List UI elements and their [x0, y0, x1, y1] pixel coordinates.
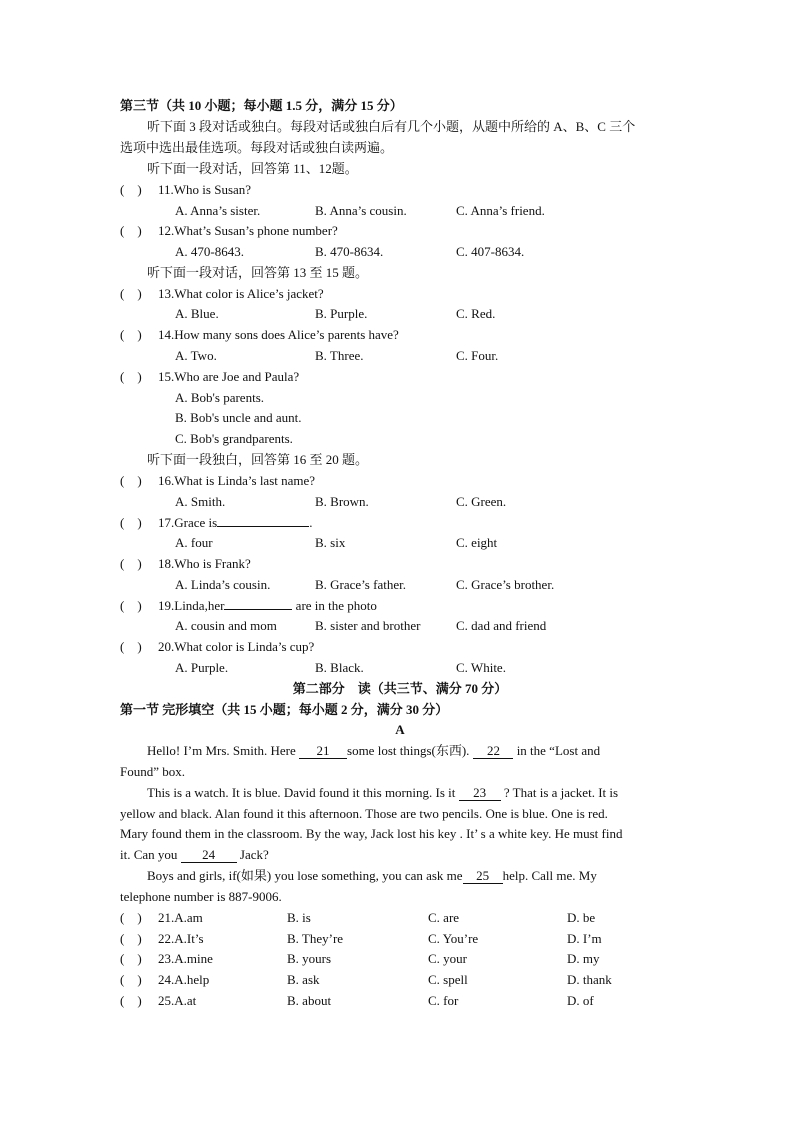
question-18: [120, 554, 680, 575]
option-a: A. Smith.: [175, 494, 226, 509]
passage-text: ? That is a jacket. It is: [500, 785, 619, 800]
option-c: C. White.: [456, 660, 506, 675]
answer-paren: ( ): [120, 369, 142, 384]
option-a: A. Anna’s sister.: [175, 203, 261, 218]
option-a: A. Two.: [175, 348, 217, 363]
answer-paren: ( ): [120, 972, 142, 987]
question-stem: 16.What is Linda’s last name?: [158, 473, 316, 488]
passage-line: [120, 845, 680, 866]
dialog-intro-2: 听下面一段对话，回答第 13 至 15 题。: [147, 265, 369, 280]
passage-line: [120, 741, 707, 762]
option-d: D. my: [567, 951, 600, 966]
question-stem: 21.A.am: [158, 910, 203, 925]
question-stem: 18.Who is Frank?: [158, 556, 251, 571]
passage-text: This is a watch. It is blue. David found it this morning. Is it: [147, 785, 456, 800]
answer-paren: ( ): [120, 910, 142, 925]
part-2-title: 第二部分 读（共三节、满分 70 分）: [292, 681, 508, 696]
option-c: C. your: [428, 951, 467, 966]
answer-paren: ( ): [120, 931, 142, 946]
question-stem: 19.Linda,her: [158, 598, 225, 613]
option-c: C. Red.: [456, 306, 496, 321]
passage-text: help. Call me. My: [502, 868, 597, 883]
section-title: 第三节（共 10 小题；每小题 1.5 分，满分 15 分）: [120, 98, 403, 113]
question-stem: 25.A.at: [158, 993, 197, 1008]
option-c: C. Green.: [456, 494, 507, 509]
blank-25: 25: [463, 869, 503, 884]
question-11: [120, 180, 680, 201]
option-a: A. Blue.: [175, 306, 219, 321]
answer-paren: ( ): [120, 639, 142, 654]
option-c: C. Grace’s brother.: [456, 577, 555, 592]
passage-text: Jack?: [236, 847, 269, 862]
option-a: A. Linda’s cousin.: [175, 577, 271, 592]
question-stem: 23.A.mine: [158, 951, 213, 966]
option-b: B. is: [287, 910, 311, 925]
monologue-intro: 听下面一段独白，回答第 16 至 20 题。: [147, 452, 369, 467]
option-b: B. 470-8634.: [315, 244, 384, 259]
option-b: B. yours: [287, 951, 332, 966]
option-c: C. are: [428, 910, 460, 925]
option-d: D. of: [567, 993, 594, 1008]
answer-paren: ( ): [120, 515, 142, 530]
blank-21: 21: [299, 744, 347, 759]
option-a: A. 470-8643.: [175, 244, 244, 259]
question-13: [120, 284, 680, 305]
option-a: A. Bob's parents.: [175, 390, 265, 405]
answer-paren: ( ): [120, 327, 142, 342]
passage-text: Hello! I’m Mrs. Smith. Here: [147, 743, 296, 758]
question-stem: 14.How many sons does Alice’s parents have?: [158, 327, 399, 342]
option-a: A. Purple.: [175, 660, 229, 675]
passage-label: A: [395, 722, 405, 737]
option-b: B. ask: [287, 972, 320, 987]
option-b: B. about: [287, 993, 332, 1008]
option-d: D. be: [567, 910, 596, 925]
blank-24: 24: [181, 848, 237, 863]
question-stem: 12.What’s Susan’s phone number?: [158, 223, 338, 238]
question-15: [120, 367, 680, 388]
passage-line: telephone number is 887-9006.: [120, 889, 282, 904]
question-17: [120, 513, 680, 534]
option-a: A. cousin and mom: [175, 618, 277, 633]
question-stem: 22.A.It’s: [158, 931, 204, 946]
question-stem: 20.What color is Linda’s cup?: [158, 639, 315, 654]
question-20: [120, 637, 680, 658]
passage-text: Boys and girls, if(如果) you lose something, you can ask me: [147, 868, 463, 883]
answer-paren: ( ): [120, 182, 142, 197]
option-c: C. Anna’s friend.: [456, 203, 545, 218]
answer-paren: ( ): [120, 223, 142, 238]
question-end: are in the photo: [292, 598, 377, 613]
passage-line: [120, 866, 707, 887]
blank-22: 22: [473, 744, 513, 759]
question-stem: 15.Who are Joe and Paula?: [158, 369, 300, 384]
option-b: B. Grace’s father.: [315, 577, 406, 592]
option-c: C. dad and friend: [456, 618, 547, 633]
option-c: C. Four.: [456, 348, 499, 363]
instruction-line-1: 听下面 3 段对话或独白。每段对话或独白后有几个小题，从题中所给的 A、B、C 三个: [147, 119, 636, 134]
question-stem: 17.Grace is: [158, 515, 218, 530]
option-c: C. You’re: [428, 931, 479, 946]
option-b: B. six: [315, 535, 346, 550]
passage-text: some lost things(东西).: [347, 743, 470, 758]
instruction-line-2: 选项中选出最佳选项。每段对话或独白读两遍。: [120, 140, 394, 155]
option-b: B. Purple.: [315, 306, 368, 321]
question-stem: 13.What color is Alice’s jacket?: [158, 286, 324, 301]
question-25: [120, 991, 680, 1012]
answer-paren: ( ): [120, 556, 142, 571]
fill-blank: [217, 526, 309, 527]
passage-text: it. Can you: [120, 847, 178, 862]
blank-23: 23: [459, 786, 501, 801]
option-d: D. I’m: [567, 931, 602, 946]
option-a: A. four: [175, 535, 213, 550]
answer-paren: ( ): [120, 993, 142, 1008]
answer-paren: ( ): [120, 286, 142, 301]
dialog-intro-1: 听下面一段对话，回答第 11、12题。: [147, 161, 358, 176]
option-c: C. spell: [428, 972, 468, 987]
option-b: B. Anna’s cousin.: [315, 203, 407, 218]
answer-paren: ( ): [120, 951, 142, 966]
question-14: [120, 325, 680, 346]
option-b: B. Black.: [315, 660, 364, 675]
question-12: [120, 221, 680, 242]
option-b: B. Brown.: [315, 494, 369, 509]
passage-line: yellow and black. Alan found it this afternoon. Those are two pencils. One is blue. One is red.: [120, 806, 608, 821]
option-b: B. sister and brother: [315, 618, 421, 633]
cloze-section-title: 第一节 完形填空（共 15 小题；每小题 2 分，满分 30 分）: [120, 702, 449, 717]
option-b: B. They’re: [287, 931, 344, 946]
passage-text: in the “Lost and: [513, 743, 601, 758]
passage-line: Mary found them in the classroom. By the way, Jack lost his key . It’ s a white key. He must find: [120, 826, 623, 841]
question-16: [120, 471, 680, 492]
question-19: [120, 596, 680, 617]
answer-paren: ( ): [120, 473, 142, 488]
option-c: C. 407-8634.: [456, 244, 525, 259]
option-c: C. for: [428, 993, 459, 1008]
option-d: D. thank: [567, 972, 612, 987]
question-end: .: [309, 515, 313, 530]
question-21: [120, 908, 680, 929]
option-c: C. eight: [456, 535, 498, 550]
answer-paren: ( ): [120, 598, 142, 613]
option-b: B. Bob's uncle and aunt.: [175, 410, 302, 425]
question-stem: 24.A.help: [158, 972, 210, 987]
passage-line: [120, 783, 707, 804]
option-c: C. Bob's grandparents.: [175, 431, 293, 446]
passage-line: Found” box.: [120, 764, 185, 779]
question-stem: 11.Who is Susan?: [158, 182, 252, 197]
fill-blank: [224, 609, 292, 610]
option-b: B. Three.: [315, 348, 364, 363]
